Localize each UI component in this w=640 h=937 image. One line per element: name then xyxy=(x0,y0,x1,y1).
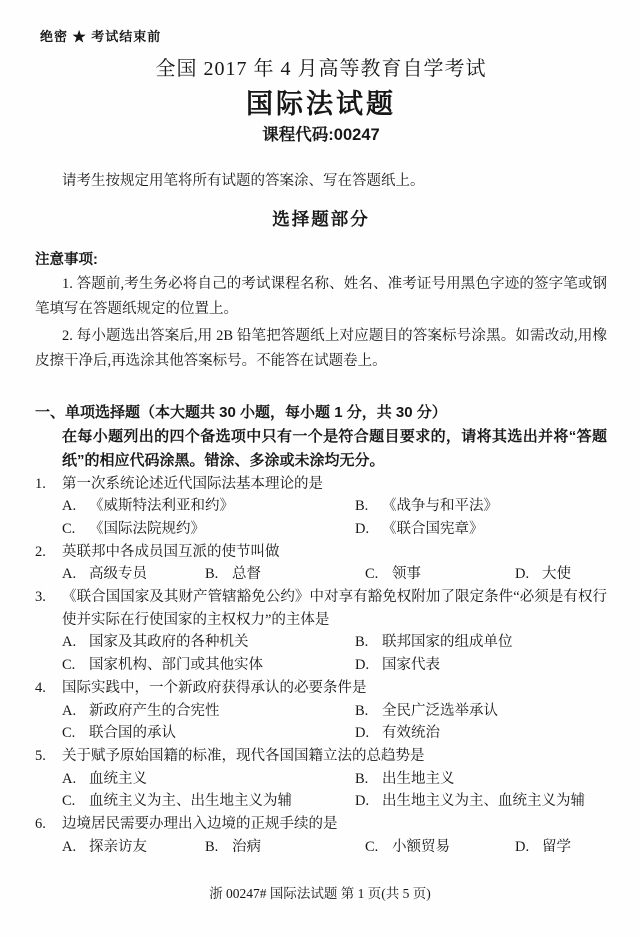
answer-sheet-instruction: 请考生按规定用笔将所有试题的答案涂、写在答题纸上。 xyxy=(62,173,425,189)
section-title: 选择题部分 xyxy=(272,208,370,229)
exam-title: 全国 2017 年 4 月高等教育自学考试 xyxy=(155,58,487,80)
option-label: A. xyxy=(62,770,77,787)
options-group xyxy=(62,563,607,586)
option-label: C. xyxy=(62,725,76,742)
option-text: 总督 xyxy=(232,566,261,583)
option-text: 联合国的承认 xyxy=(89,725,176,742)
option-A xyxy=(62,768,355,791)
option-text: 联邦国家的组成单位 xyxy=(382,634,513,651)
paper-title: 国际法试题 xyxy=(246,89,396,119)
question-stem xyxy=(35,541,607,564)
classification-banner: 绝密 ★ 考试结束前 xyxy=(40,29,162,44)
question-stem xyxy=(35,473,607,496)
options-row xyxy=(62,631,607,654)
option-label: C. xyxy=(62,793,76,810)
option-D xyxy=(355,790,585,813)
options-row xyxy=(62,768,607,791)
option-A xyxy=(62,700,355,723)
option-D xyxy=(355,722,440,745)
notes-title: 注意事项: xyxy=(35,251,98,268)
page-footer: 浙 00247# 国际法试题 第 1 页(共 5 页) xyxy=(209,886,431,901)
question-stem-text: 关于赋予原始国籍的标准，现代各国国籍立法的总趋势是 xyxy=(62,747,425,764)
option-text: 出生地主义 xyxy=(382,770,455,787)
question-2 xyxy=(35,541,607,586)
option-text: 留学 xyxy=(542,838,571,855)
option-B xyxy=(355,700,498,723)
option-D xyxy=(355,654,440,677)
option-B xyxy=(355,631,513,654)
options-group xyxy=(62,495,607,540)
question-number: 1. xyxy=(35,475,46,492)
options-group xyxy=(62,631,607,676)
option-text: 领事 xyxy=(392,566,421,583)
option-C xyxy=(62,654,355,677)
option-text: 国家及其政府的各种机关 xyxy=(89,634,249,651)
option-A xyxy=(62,563,205,586)
option-text: 《国际法院规约》 xyxy=(89,520,205,537)
option-D xyxy=(355,518,484,541)
option-label: D. xyxy=(515,566,530,583)
question-stem xyxy=(35,586,607,631)
question-number: 5. xyxy=(35,747,46,764)
option-label: A. xyxy=(62,838,77,855)
option-label: D. xyxy=(355,725,370,742)
option-label: B. xyxy=(205,566,219,583)
option-C xyxy=(365,836,515,859)
option-text: 高级专员 xyxy=(89,566,147,583)
option-label: D. xyxy=(355,793,370,810)
option-label: A. xyxy=(62,498,77,515)
options-row xyxy=(62,654,607,677)
option-D xyxy=(515,563,571,586)
options-row xyxy=(62,722,607,745)
option-text: 《威斯特法利亚和约》 xyxy=(89,498,234,515)
question-3 xyxy=(35,586,607,677)
option-C xyxy=(62,722,355,745)
options-row xyxy=(62,790,607,813)
option-label: C. xyxy=(62,657,76,674)
option-B xyxy=(355,495,498,518)
question-stem-text: 边境居民需要办理出入边境的正规手续的是 xyxy=(62,816,338,833)
option-label: D. xyxy=(515,838,530,855)
course-code: 课程代码:00247 xyxy=(262,126,380,144)
option-label: B. xyxy=(355,634,369,651)
option-A xyxy=(62,631,355,654)
option-label: B. xyxy=(355,498,369,515)
option-text: 国家代表 xyxy=(382,657,440,674)
option-C xyxy=(62,790,355,813)
option-C xyxy=(62,518,355,541)
option-A xyxy=(62,836,205,859)
option-label: A. xyxy=(62,634,77,651)
note-item-1: 1. 答题前,考生务必将自己的考试课程名称、姓名、准考证号用黑色字迹的签字笔或钢笔填写在答题纸规定的位置上。 xyxy=(35,275,607,317)
option-label: A. xyxy=(62,566,77,583)
options-row xyxy=(62,836,607,859)
question-stem xyxy=(35,745,607,768)
question-number: 2. xyxy=(35,543,46,560)
note-item-2: 2. 每小题选出答案后,用 2B 铅笔把答题纸上对应题目的答案标号涂黑。如需改动,用橡皮擦干净后,再选涂其他答案标号。不能答在试题卷上。 xyxy=(35,327,607,369)
option-A xyxy=(62,495,355,518)
option-text: 大使 xyxy=(542,566,571,583)
option-text: 国家机构、部门或其他实体 xyxy=(89,657,263,674)
options-row xyxy=(62,700,607,723)
option-label: B. xyxy=(355,702,369,719)
option-label: A. xyxy=(62,702,77,719)
option-text: 探亲访友 xyxy=(89,838,147,855)
question-number: 6. xyxy=(35,816,46,833)
option-text: 新政府产生的合宪性 xyxy=(89,702,220,719)
options-group xyxy=(62,836,607,859)
option-text: 小额贸易 xyxy=(392,838,450,855)
option-D xyxy=(515,836,571,859)
options-group xyxy=(62,700,607,745)
options-row xyxy=(62,495,607,518)
option-text: 出生地主义为主、血统主义为辅 xyxy=(382,793,585,810)
question-stem xyxy=(35,677,607,700)
part1-subheading: 在每小题列出的四个备选项中只有一个是符合题目要求的，请将其选出并将“答题纸”的相应代码涂黑。错涂、多涂或未涂均无分。 xyxy=(62,427,607,469)
options-row xyxy=(62,518,607,541)
question-stem-text: 国际实践中，一个新政府获得承认的必要条件是 xyxy=(62,679,367,696)
question-1 xyxy=(35,473,607,541)
question-number: 3. xyxy=(35,589,46,606)
option-label: D. xyxy=(355,657,370,674)
question-stem-text: 《联合国国家及其财产管辖豁免公约》中对享有豁免权附加了限定条件“必须是有权行使并实际在行使国家的主权权力”的主体是 xyxy=(62,589,607,628)
question-4 xyxy=(35,677,607,745)
option-text: 有效统治 xyxy=(382,725,440,742)
option-C xyxy=(365,563,515,586)
option-label: B. xyxy=(205,838,219,855)
option-text: 血统主义 xyxy=(89,770,147,787)
option-label: C. xyxy=(365,566,379,583)
option-B xyxy=(205,836,365,859)
question-number: 4. xyxy=(35,679,46,696)
question-6 xyxy=(35,813,607,858)
option-text: 《战争与和平法》 xyxy=(382,498,498,515)
question-stem-text: 第一次系统论述近代国际法基本理论的是 xyxy=(62,475,323,492)
option-text: 全民广泛选举承认 xyxy=(382,702,498,719)
option-text: 血统主义为主、出生地主义为辅 xyxy=(89,793,292,810)
options-row xyxy=(62,563,607,586)
option-B xyxy=(355,768,455,791)
option-B xyxy=(205,563,365,586)
option-label: C. xyxy=(62,520,76,537)
question-5 xyxy=(35,745,607,813)
questions-list xyxy=(35,473,607,859)
option-label: C. xyxy=(365,838,379,855)
option-text: 治病 xyxy=(232,838,261,855)
option-label: D. xyxy=(355,520,370,537)
question-stem-text: 英联邦中各成员国互派的使节叫做 xyxy=(62,543,280,560)
question-stem xyxy=(35,813,607,836)
option-label: B. xyxy=(355,770,369,787)
option-text: 《联合国宪章》 xyxy=(382,520,484,537)
options-group xyxy=(62,768,607,813)
part1-heading: 一、单项选择题（本大题共 30 小题，每小题 1 分，共 30 分） xyxy=(35,403,447,421)
